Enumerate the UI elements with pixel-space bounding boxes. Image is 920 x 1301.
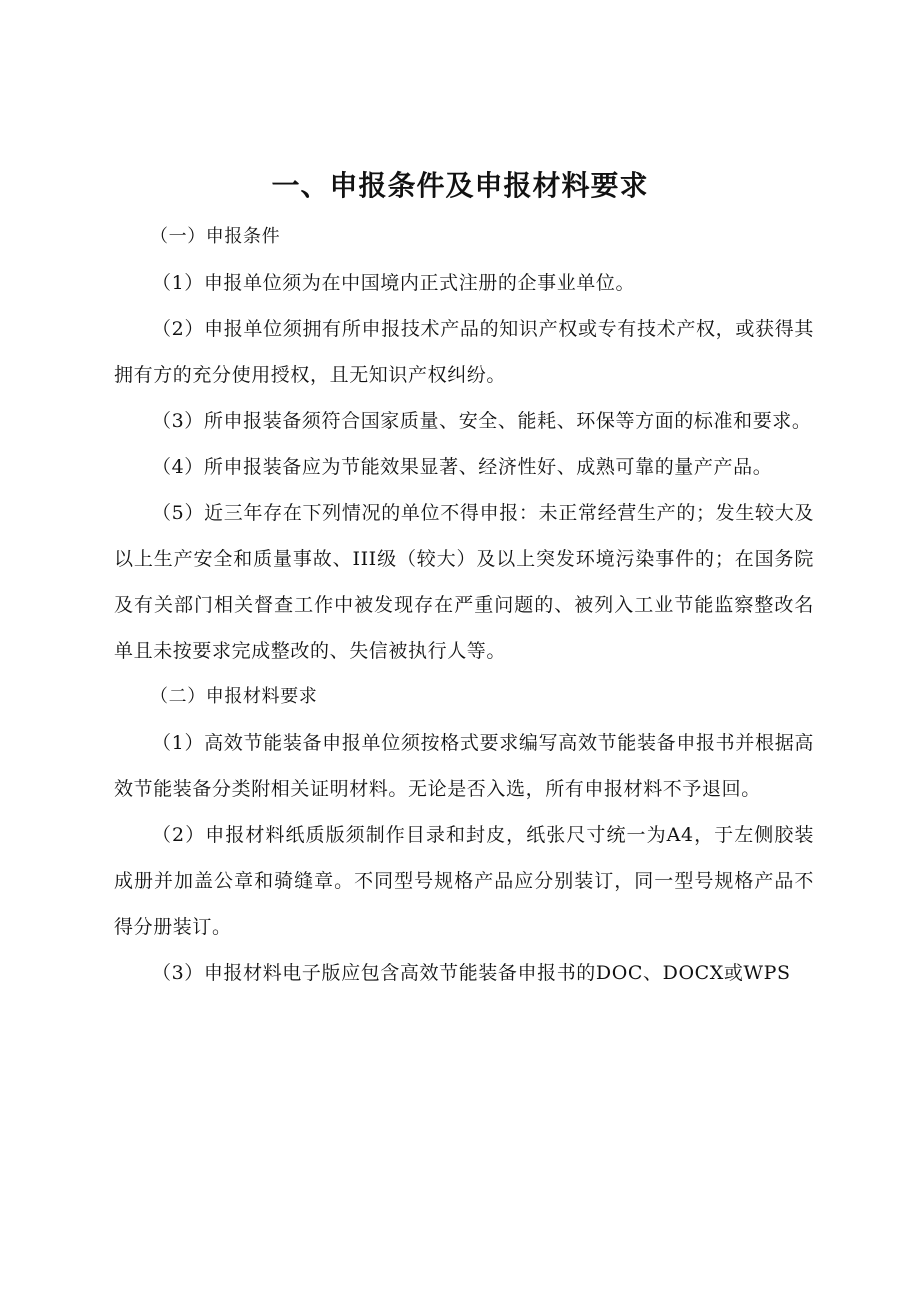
section-heading-materials: （二）申报材料要求	[150, 686, 318, 707]
paragraph-condition-5: （5）近三年存在下列情况的单位不得申报：未正常经营生产的；发生较大及以上生产安全和质量事故、III级（较大）及以上突发环境污染事件的；在国务院及有关部门相关督查工作中被发现存在严重问题的、被列入工业节能监察整改名单且未按要求完成整改的、失信被执行人等。	[114, 502, 814, 662]
section-heading-conditions: （一）申报条件	[150, 226, 281, 247]
paragraph-material-3: （3）申报材料电子版应包含高效节能装备申报书的DOC、DOCX或WPS	[152, 962, 791, 984]
paragraph-condition-3: （3）所申报装备须符合国家质量、安全、能耗、环保等方面的标准和要求。	[152, 410, 812, 432]
document-title: 一、申报条件及申报材料要求	[271, 169, 649, 202]
paragraph-condition-1: （1）申报单位须为在中国境内正式注册的企事业单位。	[152, 272, 636, 294]
paragraph-material-2: （2）申报材料纸质版须制作目录和封皮，纸张尺寸统一为A4，于左侧胶装成册并加盖公章和骑缝章。不同型号规格产品应分别装订，同一型号规格产品不得分册装订。	[114, 824, 814, 938]
document-body	[114, 214, 814, 996]
paragraph-condition-4: （4）所申报装备应为节能效果显著、经济性好、成熟可靠的量产产品。	[152, 456, 773, 478]
paragraph-condition-2: （2）申报单位须拥有所申报技术产品的知识产权或专有技术产权，或获得其拥有方的充分使用授权，且无知识产权纠纷。	[114, 318, 814, 386]
paragraph-material-1: （1）高效节能装备申报单位须按格式要求编写高效节能装备申报书并根据高效节能装备分类附相关证明材料。无论是否入选，所有申报材料不予退回。	[114, 732, 814, 800]
